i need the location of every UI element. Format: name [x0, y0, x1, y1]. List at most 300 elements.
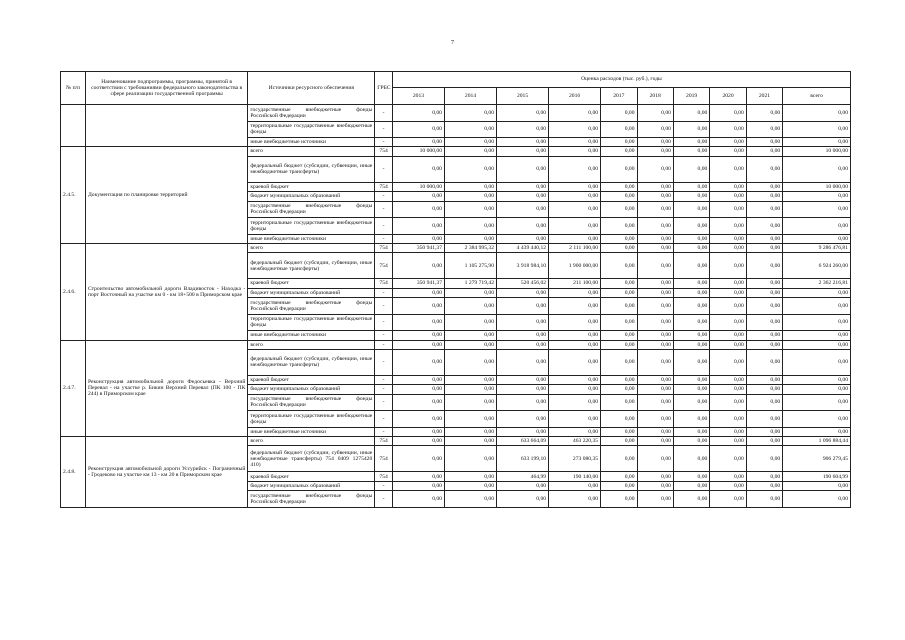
- total-value: 0,00: [783, 314, 851, 331]
- year-value: 0,00: [601, 446, 637, 472]
- header-grbs: ГРБС: [375, 72, 393, 105]
- year-value: 0,00: [444, 156, 496, 182]
- funding-source: государственные внебюджетные фонды Российской Федерации: [248, 298, 375, 315]
- year-value: 0,00: [444, 437, 496, 446]
- year-value: 0,00: [392, 411, 444, 428]
- funding-source: бюджет муниципальных образований: [248, 192, 375, 201]
- grbs-code: 754: [375, 182, 393, 191]
- year-value: 0,00: [637, 446, 673, 472]
- year-value: 0,00: [549, 218, 601, 235]
- year-value: 0,00: [601, 331, 637, 340]
- year-value: 0,00: [444, 138, 496, 147]
- total-value: 0,00: [783, 411, 851, 428]
- total-value: 0,00: [783, 138, 851, 147]
- year-value: 0,00: [549, 105, 601, 122]
- year-value: 0,00: [710, 243, 746, 252]
- year-value: 0,00: [549, 121, 601, 138]
- total-value: 10 000,00: [783, 147, 851, 156]
- total-value: 1 096 884,44: [783, 437, 851, 446]
- year-value: 0,00: [392, 481, 444, 490]
- year-value: 0,00: [601, 105, 637, 122]
- year-value: 0,00: [601, 472, 637, 481]
- year-value: 4 439 440,12: [497, 243, 549, 252]
- year-value: 0,00: [746, 491, 782, 508]
- grbs-code: -: [375, 394, 393, 411]
- year-value: 0,00: [601, 279, 637, 288]
- funding-source: всего: [248, 437, 375, 446]
- funding-source: бюджет муниципальных образований: [248, 481, 375, 490]
- year-value: 0,00: [710, 234, 746, 243]
- year-value: 0,00: [549, 481, 601, 490]
- year-value: 0,00: [601, 437, 637, 446]
- header-num: № п/п: [61, 72, 86, 105]
- year-value: 0,00: [601, 147, 637, 156]
- total-value: 0,00: [783, 201, 851, 218]
- year-value: 0,00: [497, 192, 549, 201]
- year-value: 0,00: [637, 394, 673, 411]
- grbs-code: -: [375, 385, 393, 394]
- year-value: 0,00: [673, 121, 709, 138]
- grbs-code: 754: [375, 147, 393, 156]
- total-value: 0,00: [783, 481, 851, 490]
- year-value: 0,00: [673, 234, 709, 243]
- year-value: 0,00: [637, 138, 673, 147]
- year-value: 0,00: [497, 218, 549, 235]
- year-value: 0,00: [637, 385, 673, 394]
- year-value: 0,00: [444, 394, 496, 411]
- year-value: 0,00: [601, 156, 637, 182]
- grbs-code: -: [375, 349, 393, 375]
- year-value: 463 220,35: [549, 437, 601, 446]
- year-value: 520 456,02: [497, 279, 549, 288]
- program-name: Реконструкция автомобильной дороги Уссурийск - Пограничный - Гродеково на участке км 13 - км 20 в Приморском крае: [85, 437, 247, 508]
- year-value: 10 000,00: [392, 147, 444, 156]
- program-name: Документация по планировке территорий: [85, 147, 247, 244]
- year-value: 0,00: [392, 105, 444, 122]
- year-value: 0,00: [637, 218, 673, 235]
- year-value: 0,00: [444, 105, 496, 122]
- year-value: 190 140,00: [549, 472, 601, 481]
- year-value: 0,00: [392, 349, 444, 375]
- year-value: 0,00: [549, 288, 601, 297]
- funding-source: государственные внебюджетные фонды Российской Федерации: [248, 491, 375, 508]
- year-value: 0,00: [444, 201, 496, 218]
- table-row: [61, 340, 851, 349]
- program-name: [85, 105, 247, 147]
- year-value: 633 664,09: [497, 437, 549, 446]
- year-value: 0,00: [746, 349, 782, 375]
- year-value: 0,00: [601, 340, 637, 349]
- total-value: 0,00: [783, 234, 851, 243]
- year-value: 0,00: [549, 182, 601, 191]
- year-value: 0,00: [710, 105, 746, 122]
- year-value: 0,00: [497, 427, 549, 436]
- funding-source: краевой бюджет: [248, 472, 375, 481]
- year-value: 0,00: [444, 375, 496, 384]
- year-value: 0,00: [444, 182, 496, 191]
- year-value: 0,00: [710, 314, 746, 331]
- grbs-code: 754: [375, 279, 393, 288]
- year-value: 0,00: [673, 105, 709, 122]
- year-value: 0,00: [549, 192, 601, 201]
- year-value: 0,00: [601, 182, 637, 191]
- year-value: 0,00: [673, 279, 709, 288]
- year-value: 0,00: [673, 138, 709, 147]
- grbs-code: 754: [375, 437, 393, 446]
- year-value: 0,00: [497, 481, 549, 490]
- year-value: 0,00: [746, 394, 782, 411]
- year-value: 0,00: [549, 147, 601, 156]
- year-value: 0,00: [497, 138, 549, 147]
- total-value: 10 000,00: [783, 182, 851, 191]
- funding-source: краевой бюджет: [248, 182, 375, 191]
- grbs-code: -: [375, 138, 393, 147]
- grbs-code: -: [375, 192, 393, 201]
- year-value: 0,00: [637, 481, 673, 490]
- year-value: 0,00: [549, 298, 601, 315]
- grbs-code: -: [375, 375, 393, 384]
- year-value: 0,00: [637, 331, 673, 340]
- total-value: 9 286 476,81: [783, 243, 851, 252]
- year-value: 0,00: [497, 156, 549, 182]
- total-value: 0,00: [783, 288, 851, 297]
- funding-source: территориальные государственные внебюджетные фонды: [248, 411, 375, 428]
- year-value: 0,00: [497, 385, 549, 394]
- year-value: 0,00: [601, 201, 637, 218]
- funding-source: территориальные государственные внебюджетные фонды: [248, 314, 375, 331]
- grbs-code: 754: [375, 243, 393, 252]
- year-value: 0,00: [710, 385, 746, 394]
- year-value: 0,00: [710, 201, 746, 218]
- year-value: 0,00: [392, 156, 444, 182]
- funding-source: иные внебюджетные источники: [248, 427, 375, 436]
- year-value: 0,00: [497, 349, 549, 375]
- funding-source: территориальные государственные внебюджетные фонды: [248, 218, 375, 235]
- year-value: 0,00: [549, 234, 601, 243]
- year-value: 0,00: [497, 234, 549, 243]
- year-value: 0,00: [710, 437, 746, 446]
- year-value: 0,00: [549, 375, 601, 384]
- year-value: 0,00: [601, 121, 637, 138]
- row-number: [61, 105, 86, 147]
- year-value: 0,00: [497, 331, 549, 340]
- year-value: 0,00: [444, 147, 496, 156]
- year-value: 0,00: [497, 201, 549, 218]
- year-value: 0,00: [710, 279, 746, 288]
- year-value: 0,00: [444, 192, 496, 201]
- year-value: 0,00: [601, 349, 637, 375]
- year-value: 0,00: [673, 349, 709, 375]
- year-value: 0,00: [637, 427, 673, 436]
- year-value: 0,00: [637, 375, 673, 384]
- year-value: 0,00: [392, 201, 444, 218]
- row-number: 2.4.7.: [61, 340, 86, 437]
- year-value: 0,00: [710, 331, 746, 340]
- year-value: 0,00: [637, 253, 673, 279]
- year-value: 0,00: [392, 427, 444, 436]
- year-value: 0,00: [746, 156, 782, 182]
- funding-source: иные внебюджетные источники: [248, 331, 375, 340]
- year-value: 0,00: [710, 491, 746, 508]
- year-value: 0,00: [637, 314, 673, 331]
- year-value: 2 384 995,32: [444, 243, 496, 252]
- funding-source: всего: [248, 243, 375, 252]
- year-value: 0,00: [746, 138, 782, 147]
- total-value: 0,00: [783, 331, 851, 340]
- year-value: 0,00: [673, 331, 709, 340]
- header-year: 2019: [673, 88, 709, 105]
- year-value: 0,00: [444, 298, 496, 315]
- year-value: 0,00: [673, 375, 709, 384]
- grbs-code: 754: [375, 253, 393, 279]
- year-value: 0,00: [392, 385, 444, 394]
- year-value: 0,00: [497, 105, 549, 122]
- year-value: 0,00: [710, 427, 746, 436]
- year-value: 0,00: [673, 182, 709, 191]
- year-value: 0,00: [673, 446, 709, 472]
- total-value: 0,00: [783, 427, 851, 436]
- year-value: 0,00: [549, 394, 601, 411]
- year-value: 0,00: [673, 427, 709, 436]
- year-value: 0,00: [673, 218, 709, 235]
- year-value: 0,00: [710, 156, 746, 182]
- program-name: Реконструкция автомобильной дороги Федосьевка - Верхний Перевал - на участке р. Бикин Верхний Перевал (ПК 100 - ПК 244) в Приморском крае: [85, 340, 247, 437]
- year-value: 0,00: [637, 340, 673, 349]
- year-value: 0,00: [392, 192, 444, 201]
- year-value: 0,00: [637, 491, 673, 508]
- year-value: 0,00: [673, 340, 709, 349]
- grbs-code: -: [375, 234, 393, 243]
- year-value: 0,00: [746, 105, 782, 122]
- year-value: 0,00: [549, 201, 601, 218]
- year-value: 0,00: [710, 288, 746, 297]
- year-value: 0,00: [637, 201, 673, 218]
- year-value: 0,00: [444, 472, 496, 481]
- year-value: 0,00: [637, 288, 673, 297]
- total-value: 0,00: [783, 394, 851, 411]
- year-value: 0,00: [497, 491, 549, 508]
- header-year: 2014: [444, 88, 496, 105]
- year-value: 0,00: [673, 314, 709, 331]
- row-number: 2.4.5.: [61, 147, 86, 244]
- year-value: 0,00: [637, 147, 673, 156]
- header-year: всего: [783, 88, 851, 105]
- year-value: 0,00: [637, 349, 673, 375]
- year-value: 0,00: [746, 481, 782, 490]
- grbs-code: -: [375, 105, 393, 122]
- year-value: 0,00: [710, 218, 746, 235]
- year-value: 10 000,00: [392, 182, 444, 191]
- year-value: 0,00: [549, 411, 601, 428]
- year-value: 0,00: [601, 411, 637, 428]
- year-value: 0,00: [746, 437, 782, 446]
- year-value: 0,00: [673, 411, 709, 428]
- year-value: 0,00: [637, 298, 673, 315]
- year-value: 0,00: [746, 253, 782, 279]
- year-value: 0,00: [710, 138, 746, 147]
- year-value: 0,00: [746, 147, 782, 156]
- year-value: 0,00: [746, 331, 782, 340]
- program-name: Строительство автомобильной дороги Владивосток - Находка - порт Восточный на участке км 0 - км 18+500 в Приморском крае: [85, 243, 247, 340]
- year-value: 0,00: [601, 288, 637, 297]
- year-value: 0,00: [746, 243, 782, 252]
- year-value: 0,00: [601, 385, 637, 394]
- year-value: 0,00: [746, 288, 782, 297]
- year-value: 0,00: [392, 446, 444, 472]
- header-year: 2021: [746, 88, 782, 105]
- total-value: 0,00: [783, 298, 851, 315]
- year-value: 0,00: [673, 491, 709, 508]
- table-row: [61, 105, 851, 122]
- funding-source: всего: [248, 340, 375, 349]
- year-value: 0,00: [601, 481, 637, 490]
- grbs-code: -: [375, 427, 393, 436]
- year-value: 0,00: [549, 314, 601, 331]
- funding-source: краевой бюджет: [248, 279, 375, 288]
- year-value: 0,00: [710, 121, 746, 138]
- year-value: 0,00: [673, 243, 709, 252]
- year-value: 0,00: [601, 394, 637, 411]
- table-row: [61, 243, 851, 252]
- year-value: 1 279 719,42: [444, 279, 496, 288]
- total-value: 0,00: [783, 105, 851, 122]
- funding-source: федеральный бюджет (субсидии, субвенции, иные межбюджетные трансферты): [248, 253, 375, 279]
- year-value: 0,00: [637, 192, 673, 201]
- funding-source: государственные внебюджетные фонды Российской Федерации: [248, 201, 375, 218]
- year-value: 0,00: [444, 234, 496, 243]
- year-value: 0,00: [710, 182, 746, 191]
- year-value: 0,00: [746, 182, 782, 191]
- year-value: 0,00: [746, 385, 782, 394]
- header-year: 2017: [601, 88, 637, 105]
- year-value: 0,00: [444, 288, 496, 297]
- grbs-code: -: [375, 288, 393, 297]
- year-value: 0,00: [392, 298, 444, 315]
- year-value: 0,00: [392, 218, 444, 235]
- year-value: 0,00: [710, 298, 746, 315]
- year-value: 0,00: [601, 234, 637, 243]
- year-value: 0,00: [444, 481, 496, 490]
- year-value: 0,00: [710, 349, 746, 375]
- year-value: 0,00: [444, 491, 496, 508]
- year-value: 0,00: [392, 375, 444, 384]
- year-value: 0,00: [673, 201, 709, 218]
- year-value: 0,00: [444, 314, 496, 331]
- grbs-code: -: [375, 156, 393, 182]
- header-year: 2015: [497, 88, 549, 105]
- year-value: 0,00: [444, 121, 496, 138]
- year-value: 0,00: [673, 472, 709, 481]
- year-value: 0,00: [746, 427, 782, 436]
- year-value: 0,00: [637, 472, 673, 481]
- year-value: 1 105 275,90: [444, 253, 496, 279]
- year-value: 0,00: [601, 427, 637, 436]
- year-value: 464,99: [497, 472, 549, 481]
- year-value: 0,00: [497, 411, 549, 428]
- year-value: 0,00: [549, 138, 601, 147]
- year-value: 0,00: [601, 243, 637, 252]
- header-name: Наименование подпрограммы, программы, принятой в соответствии с требованиями федерального законодательства в сфере реализации государственной программы: [85, 72, 247, 105]
- funding-source: территориальные государственные внебюджетные фонды: [248, 121, 375, 138]
- year-value: 0,00: [497, 147, 549, 156]
- year-value: 0,00: [601, 253, 637, 279]
- total-value: 906 279,45: [783, 446, 851, 472]
- total-value: 0,00: [783, 385, 851, 394]
- grbs-code: -: [375, 201, 393, 218]
- funding-source: государственные внебюджетные фонды Российской Федерации: [248, 105, 375, 122]
- grbs-code: 754: [375, 446, 393, 472]
- year-value: 0,00: [746, 192, 782, 201]
- year-value: 0,00: [601, 218, 637, 235]
- year-value: 0,00: [444, 349, 496, 375]
- page-number: 7: [451, 40, 454, 46]
- year-value: 0,00: [392, 314, 444, 331]
- year-value: 0,00: [710, 192, 746, 201]
- year-value: 0,00: [392, 437, 444, 446]
- year-value: 0,00: [710, 394, 746, 411]
- header-year: 2020: [710, 88, 746, 105]
- year-value: 0,00: [637, 234, 673, 243]
- year-value: 0,00: [746, 411, 782, 428]
- year-value: 0,00: [549, 156, 601, 182]
- year-value: 0,00: [637, 279, 673, 288]
- year-value: 0,00: [497, 314, 549, 331]
- year-value: 0,00: [746, 201, 782, 218]
- header-year: 2018: [637, 88, 673, 105]
- year-value: 0,00: [444, 331, 496, 340]
- funding-source: федеральный бюджет (субсидии, субвенции, иные межбюджетные трансферты): [248, 349, 375, 375]
- grbs-code: -: [375, 121, 393, 138]
- year-value: 0,00: [746, 340, 782, 349]
- total-value: 0,00: [783, 375, 851, 384]
- total-value: 6 924 260,00: [783, 253, 851, 279]
- year-value: 0,00: [392, 472, 444, 481]
- header-year: 2013: [392, 88, 444, 105]
- row-number: 2.4.6.: [61, 243, 86, 340]
- year-value: 0,00: [549, 385, 601, 394]
- year-value: 0,00: [549, 340, 601, 349]
- funding-source: краевой бюджет: [248, 375, 375, 384]
- year-value: 0,00: [710, 375, 746, 384]
- funding-source: бюджет муниципальных образований: [248, 385, 375, 394]
- year-value: 0,00: [710, 253, 746, 279]
- year-value: 0,00: [392, 121, 444, 138]
- year-value: 0,00: [392, 394, 444, 411]
- year-value: 0,00: [549, 491, 601, 508]
- funding-source: федеральный бюджет (субсидии, субвенции, иные межбюджетные трансферты) 754 0409 1275420 410): [248, 446, 375, 472]
- year-value: 350 941,37: [392, 279, 444, 288]
- year-value: 0,00: [673, 156, 709, 182]
- year-value: 0,00: [673, 394, 709, 411]
- year-value: 0,00: [392, 253, 444, 279]
- year-value: 0,00: [673, 253, 709, 279]
- year-value: 0,00: [601, 491, 637, 508]
- year-value: 0,00: [601, 138, 637, 147]
- year-value: 0,00: [637, 121, 673, 138]
- year-value: 0,00: [746, 279, 782, 288]
- row-number: 2.4.8.: [61, 437, 86, 508]
- year-value: 0,00: [673, 298, 709, 315]
- year-value: 0,00: [637, 411, 673, 428]
- year-value: 0,00: [497, 121, 549, 138]
- header-estimate: Оценка расходов (тыс. руб.), годы: [392, 72, 850, 88]
- year-value: 0,00: [601, 375, 637, 384]
- year-value: 0,00: [444, 385, 496, 394]
- year-value: 0,00: [549, 331, 601, 340]
- total-value: 190 604,99: [783, 472, 851, 481]
- year-value: 0,00: [444, 340, 496, 349]
- year-value: 0,00: [746, 472, 782, 481]
